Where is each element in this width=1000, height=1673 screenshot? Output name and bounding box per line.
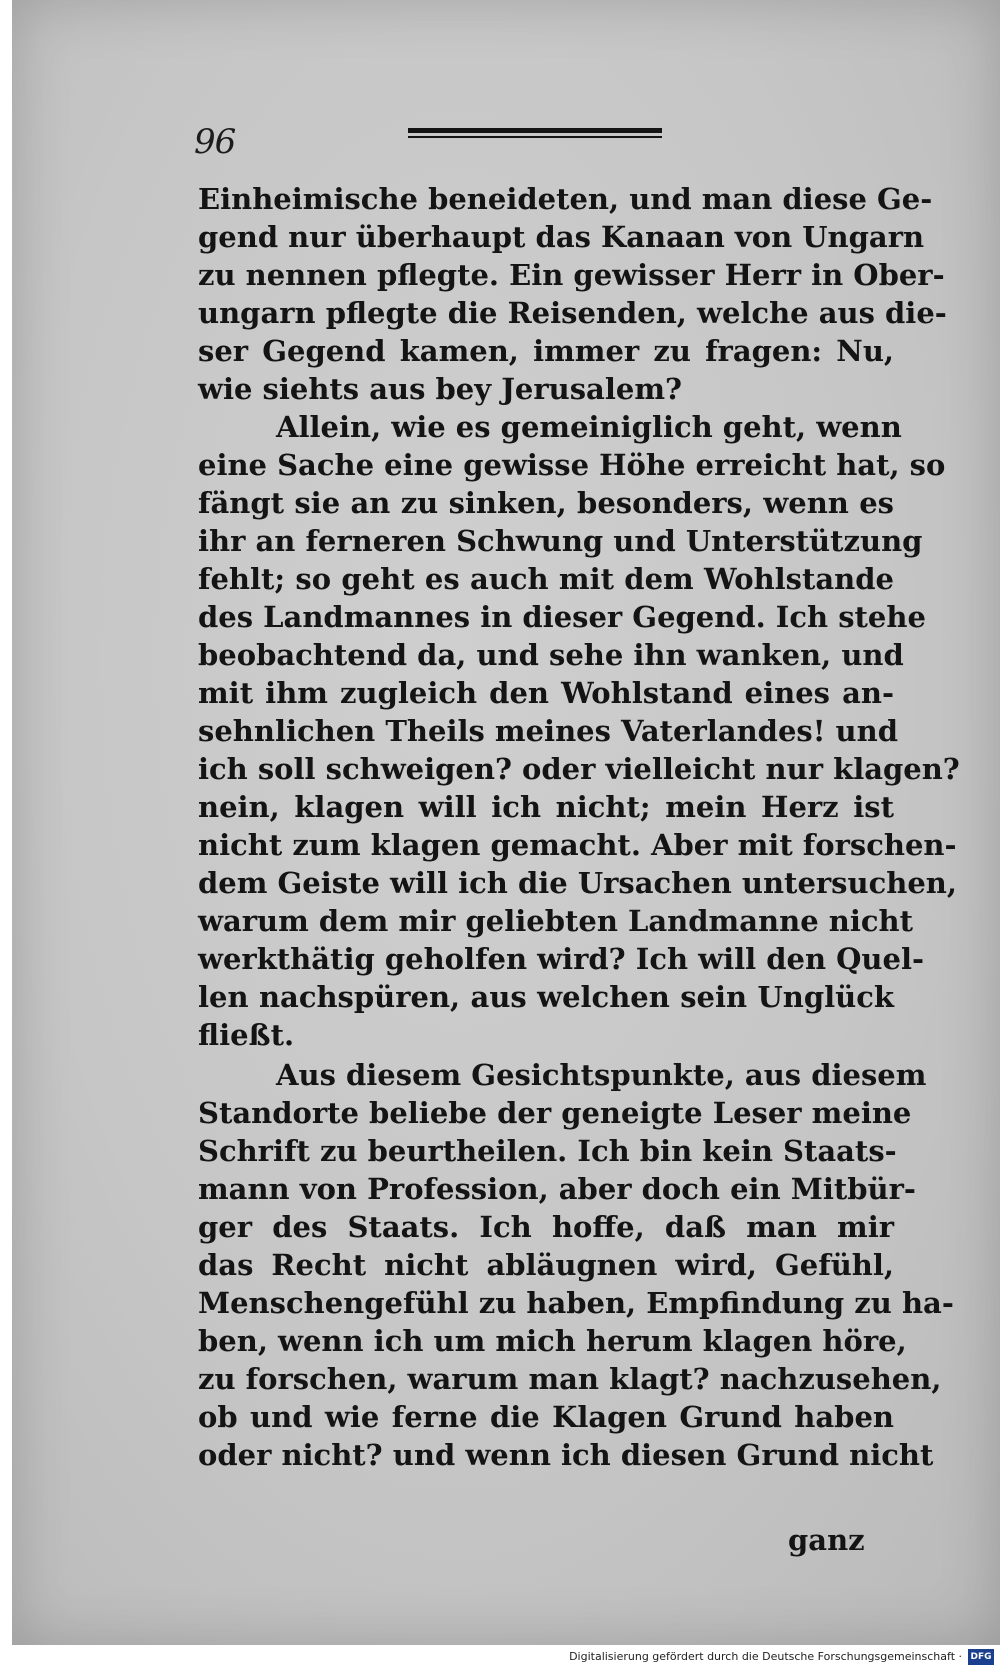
text-line: sehnlichen Theils meines Vaterlandes! und	[198, 714, 899, 748]
text-line: werkthätig geholfen wird? Ich will den Quel-	[198, 942, 925, 976]
text-line: beobachtend da, und sehe ihn wanken, und	[198, 638, 904, 672]
text-line: fängt sie an zu sinken, besonders, wenn es	[198, 486, 894, 520]
dfg-logo-icon[interactable]: DFG	[968, 1649, 994, 1665]
text-line: ben, wenn ich um mich herum klagen höre,	[198, 1324, 907, 1358]
text-line: zu forschen, warum man klagt? nachzusehen,	[198, 1362, 942, 1396]
header-rule	[408, 128, 662, 138]
text-line: eine Sache eine gewisse Höhe erreicht hat, so	[198, 448, 946, 482]
text-line: oder nicht? und wenn ich diesen Grund nicht	[198, 1438, 934, 1472]
text-line: fehlt; so geht es auch mit dem Wohlstande	[198, 562, 894, 596]
catchword: ganz	[788, 1523, 865, 1557]
text-line: fließt.	[198, 1018, 295, 1052]
text-line: ich soll schweigen? oder vielleicht nur klagen?	[198, 752, 960, 786]
text-line: das Recht nicht abläugnen wird, Gefühl,	[198, 1248, 894, 1282]
text-line: Standorte beliebe der geneigte Leser meine	[198, 1096, 912, 1130]
header-rule-thick	[408, 128, 662, 133]
text-line: des Landmannes in dieser Gegend. Ich stehe	[198, 600, 926, 634]
text-line: warum dem mir geliebten Landmanne nicht	[198, 904, 913, 938]
text-line: Schrift zu beurtheilen. Ich bin kein Staats-	[198, 1134, 897, 1168]
text-line: mann von Profession, aber doch ein Mitbür-	[198, 1172, 916, 1206]
text-line: nicht zum klagen gemacht. Aber mit forschen-	[198, 828, 957, 862]
page-number: 96	[194, 122, 236, 162]
text-line: zu nennen pflegte. Ein gewisser Herr in Ober-	[198, 258, 945, 292]
text-line: Menschengefühl zu haben, Empfindung zu ha-	[198, 1286, 954, 1320]
text-line: ungarn pflegte die Reisenden, welche aus die-	[198, 296, 947, 330]
body-text	[198, 180, 960, 1474]
paragraph-start-line: Aus diesem Gesichtspunkte, aus diesem	[276, 1058, 927, 1092]
text-line: nein, klagen will ich nicht; mein Herz ist	[198, 790, 894, 824]
paragraph-start-line: Allein, wie es gemeiniglich geht, wenn	[276, 410, 902, 444]
text-line: ger des Staats. Ich hoffe, daß man mir	[198, 1210, 894, 1244]
text-line: mit ihm zugleich den Wohlstand eines an-	[198, 676, 894, 710]
text-line: Einheimische beneideten, und man diese Ge-	[198, 182, 933, 216]
text-line: dem Geiste will ich die Ursachen untersuchen,	[198, 866, 957, 900]
text-line: len nachspüren, aus welchen sein Unglück	[198, 980, 894, 1014]
text-line: ob und wie ferne die Klagen Grund haben	[198, 1400, 894, 1434]
footer-credit: Digitalisierung gefördert durch die Deutsche Forschungsgemeinschaft ·	[569, 1650, 962, 1663]
text-line: ihr an ferneren Schwung und Unterstützung	[198, 524, 923, 558]
text-line: gend nur überhaupt das Kanaan von Ungarn	[198, 220, 925, 254]
text-line: wie siehts aus bey Jerusalem?	[198, 372, 682, 406]
text-line: ser Gegend kamen, immer zu fragen: Nu,	[198, 334, 894, 368]
header-rule-thin	[408, 136, 662, 138]
